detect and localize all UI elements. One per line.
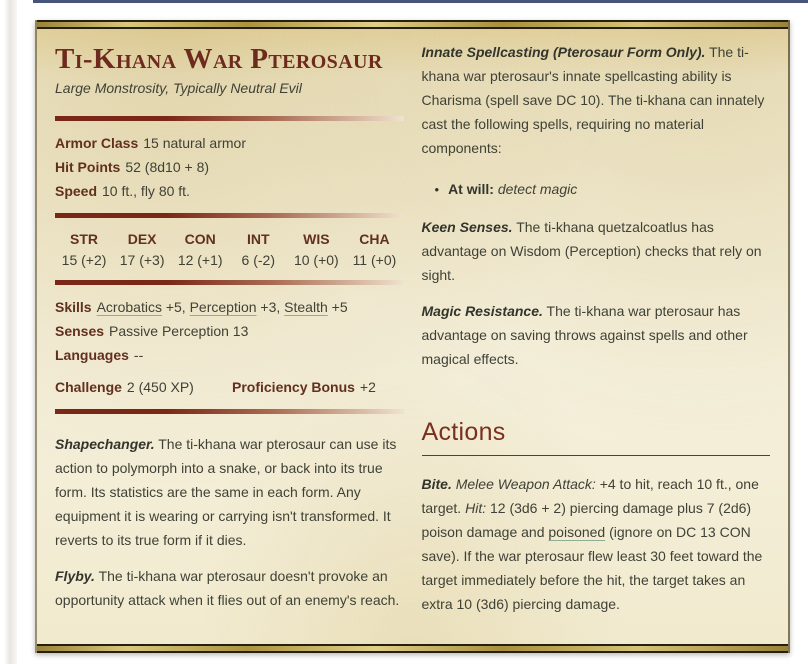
trait-name: Flyby.: [55, 568, 95, 585]
armor-class-line: [55, 131, 404, 155]
proficiency-label: Proficiency Bonus: [232, 379, 355, 396]
senses-line: [55, 319, 404, 343]
ability-value: 6 (-2): [241, 252, 275, 269]
ability-dex: [113, 228, 171, 270]
challenge-line: [55, 375, 404, 399]
trait-text: The ti-khana war pterosaur's innate spellcasting ability is Charisma (spell save DC 10). The ti-khana can innately cast the following spells, requiring no material components:: [421, 44, 765, 156]
left-column: [55, 29, 404, 644]
ability-value: 11 (+0): [352, 252, 397, 269]
skill-bonus: +5,: [161, 299, 190, 316]
ability-value: 17 (+3): [119, 252, 165, 269]
ability-con: [171, 228, 229, 270]
ability-name: DEX: [127, 231, 157, 248]
speed-line: [55, 179, 404, 203]
challenge-pair: [55, 375, 232, 399]
taper-rule: [55, 409, 404, 414]
page-edge-strip: [4, 0, 17, 664]
hit-points-label: Hit Points: [55, 159, 121, 176]
proficiency-value: +2: [359, 379, 376, 396]
hit-label: Hit:: [465, 500, 487, 516]
hit-points-line: [55, 155, 404, 179]
trait-name: Keen Senses.: [421, 219, 513, 235]
trait-text: The ti-khana war pterosaur has advantage on saving throws against spells and other magical effects.: [421, 303, 748, 367]
proficiency-pair: [232, 379, 376, 395]
ability-name: WIS: [303, 231, 330, 248]
challenge-label: Challenge: [55, 379, 122, 396]
attack-type: Melee Weapon Attack:: [455, 476, 596, 492]
skill-link-stealth[interactable]: Stealth: [284, 299, 328, 316]
action-bite: [422, 472, 771, 616]
ability-value: 15 (+2): [61, 252, 107, 269]
attack-detail: +4 to hit, reach 10 ft., one target.: [421, 476, 759, 516]
hit-text-pre: 12 (3d6 + 2) piercing damage plus 7 (2d6) poison damage and: [421, 500, 752, 540]
ability-name: CHA: [359, 231, 390, 248]
trait-magic-resistance: [422, 299, 771, 371]
languages-value: --: [133, 347, 144, 364]
taper-rule: [55, 116, 404, 121]
spell-list-item: [422, 178, 771, 201]
ability-wis: [287, 228, 345, 270]
skill-bonus: +5: [327, 299, 348, 316]
trait-name: Magic Resistance.: [421, 303, 543, 319]
taper-rule: [55, 213, 404, 218]
monster-statblock: [35, 20, 790, 653]
trait-flyby: [55, 564, 404, 612]
trait-text: The ti-khana war pterosaur doesn't provoke an opportunity attack when it flies out of an enemy's reach.: [55, 568, 400, 609]
senses-value: Passive Perception 13: [109, 323, 249, 340]
ability-name: INT: [246, 231, 270, 248]
skill-link-perception[interactable]: Perception: [189, 299, 257, 316]
action-name: Bite.: [421, 476, 452, 492]
armor-class-label: Armor Class: [55, 135, 139, 152]
spell-line-text: [448, 178, 577, 201]
monster-title: Ti-Khana War Pterosaur: [55, 43, 383, 75]
ability-name: STR: [70, 231, 99, 248]
ability-cha: [345, 228, 403, 270]
trait-text: The ti-khana war pterosaur can use its action to polymorph into a snake, or back into its true form. Its statistics are the same in each form. Any equipment it is wearing or carrying isn't transformed. It reverts to its true form if it dies.: [55, 436, 397, 549]
trait-shapechanger: [55, 432, 404, 552]
skill-link-acrobatics[interactable]: Acrobatics: [96, 299, 162, 316]
trait-text: The ti-khana quetzalcoatlus has advantage on Wisdom (Perception) checks that rely on sight.: [421, 219, 762, 283]
trait-name: Innate Spellcasting (Pterosaur Form Only).: [421, 44, 706, 60]
hit-text-post: (ignore on DC 13 CON save). If the war pterosaur flew least 30 feet toward the target immediately before the hit, the target takes an extra 10 (3d6) piercing damage.: [421, 524, 763, 612]
actions-heading: Actions: [422, 418, 771, 456]
hit-points-value: 52 (8d10 + 8): [125, 159, 210, 176]
armor-class-value: 15 natural armor: [143, 135, 246, 152]
right-column: [422, 29, 771, 644]
challenge-value: 2 (450 XP): [126, 379, 194, 396]
skills-line: [55, 295, 404, 319]
ability-value: 10 (+0): [293, 252, 339, 269]
spell-frequency-label: At will:: [448, 181, 494, 197]
taper-rule: [55, 280, 404, 285]
speed-label: Speed: [55, 183, 98, 200]
senses-label: Senses: [55, 323, 105, 340]
top-accent-line: [33, 0, 808, 3]
statblock-columns: [37, 29, 788, 644]
gold-bar-bottom: [37, 644, 788, 653]
abilities-table: [55, 228, 404, 270]
languages-label: Languages: [55, 347, 129, 364]
ability-int: [229, 228, 287, 270]
ability-value: 12 (+1): [177, 252, 223, 269]
trait-keen-senses: [422, 215, 771, 287]
monster-subtitle: Large Monstrosity, Typically Neutral Evil: [55, 80, 302, 97]
spell-name: detect magic: [497, 181, 578, 197]
speed-value: 10 ft., fly 80 ft.: [102, 183, 190, 200]
trait-innate-spellcasting: [422, 40, 771, 160]
bullet-icon: •: [434, 182, 440, 197]
skill-bonus: +3,: [256, 299, 285, 316]
languages-line: [55, 343, 404, 367]
condition-link-poisoned[interactable]: poisoned: [548, 524, 606, 540]
ability-name: CON: [184, 231, 216, 248]
ability-str: [55, 228, 113, 270]
skills-label: Skills: [55, 299, 92, 316]
trait-name: Shapechanger.: [55, 436, 155, 453]
gold-bar-top: [37, 20, 788, 29]
